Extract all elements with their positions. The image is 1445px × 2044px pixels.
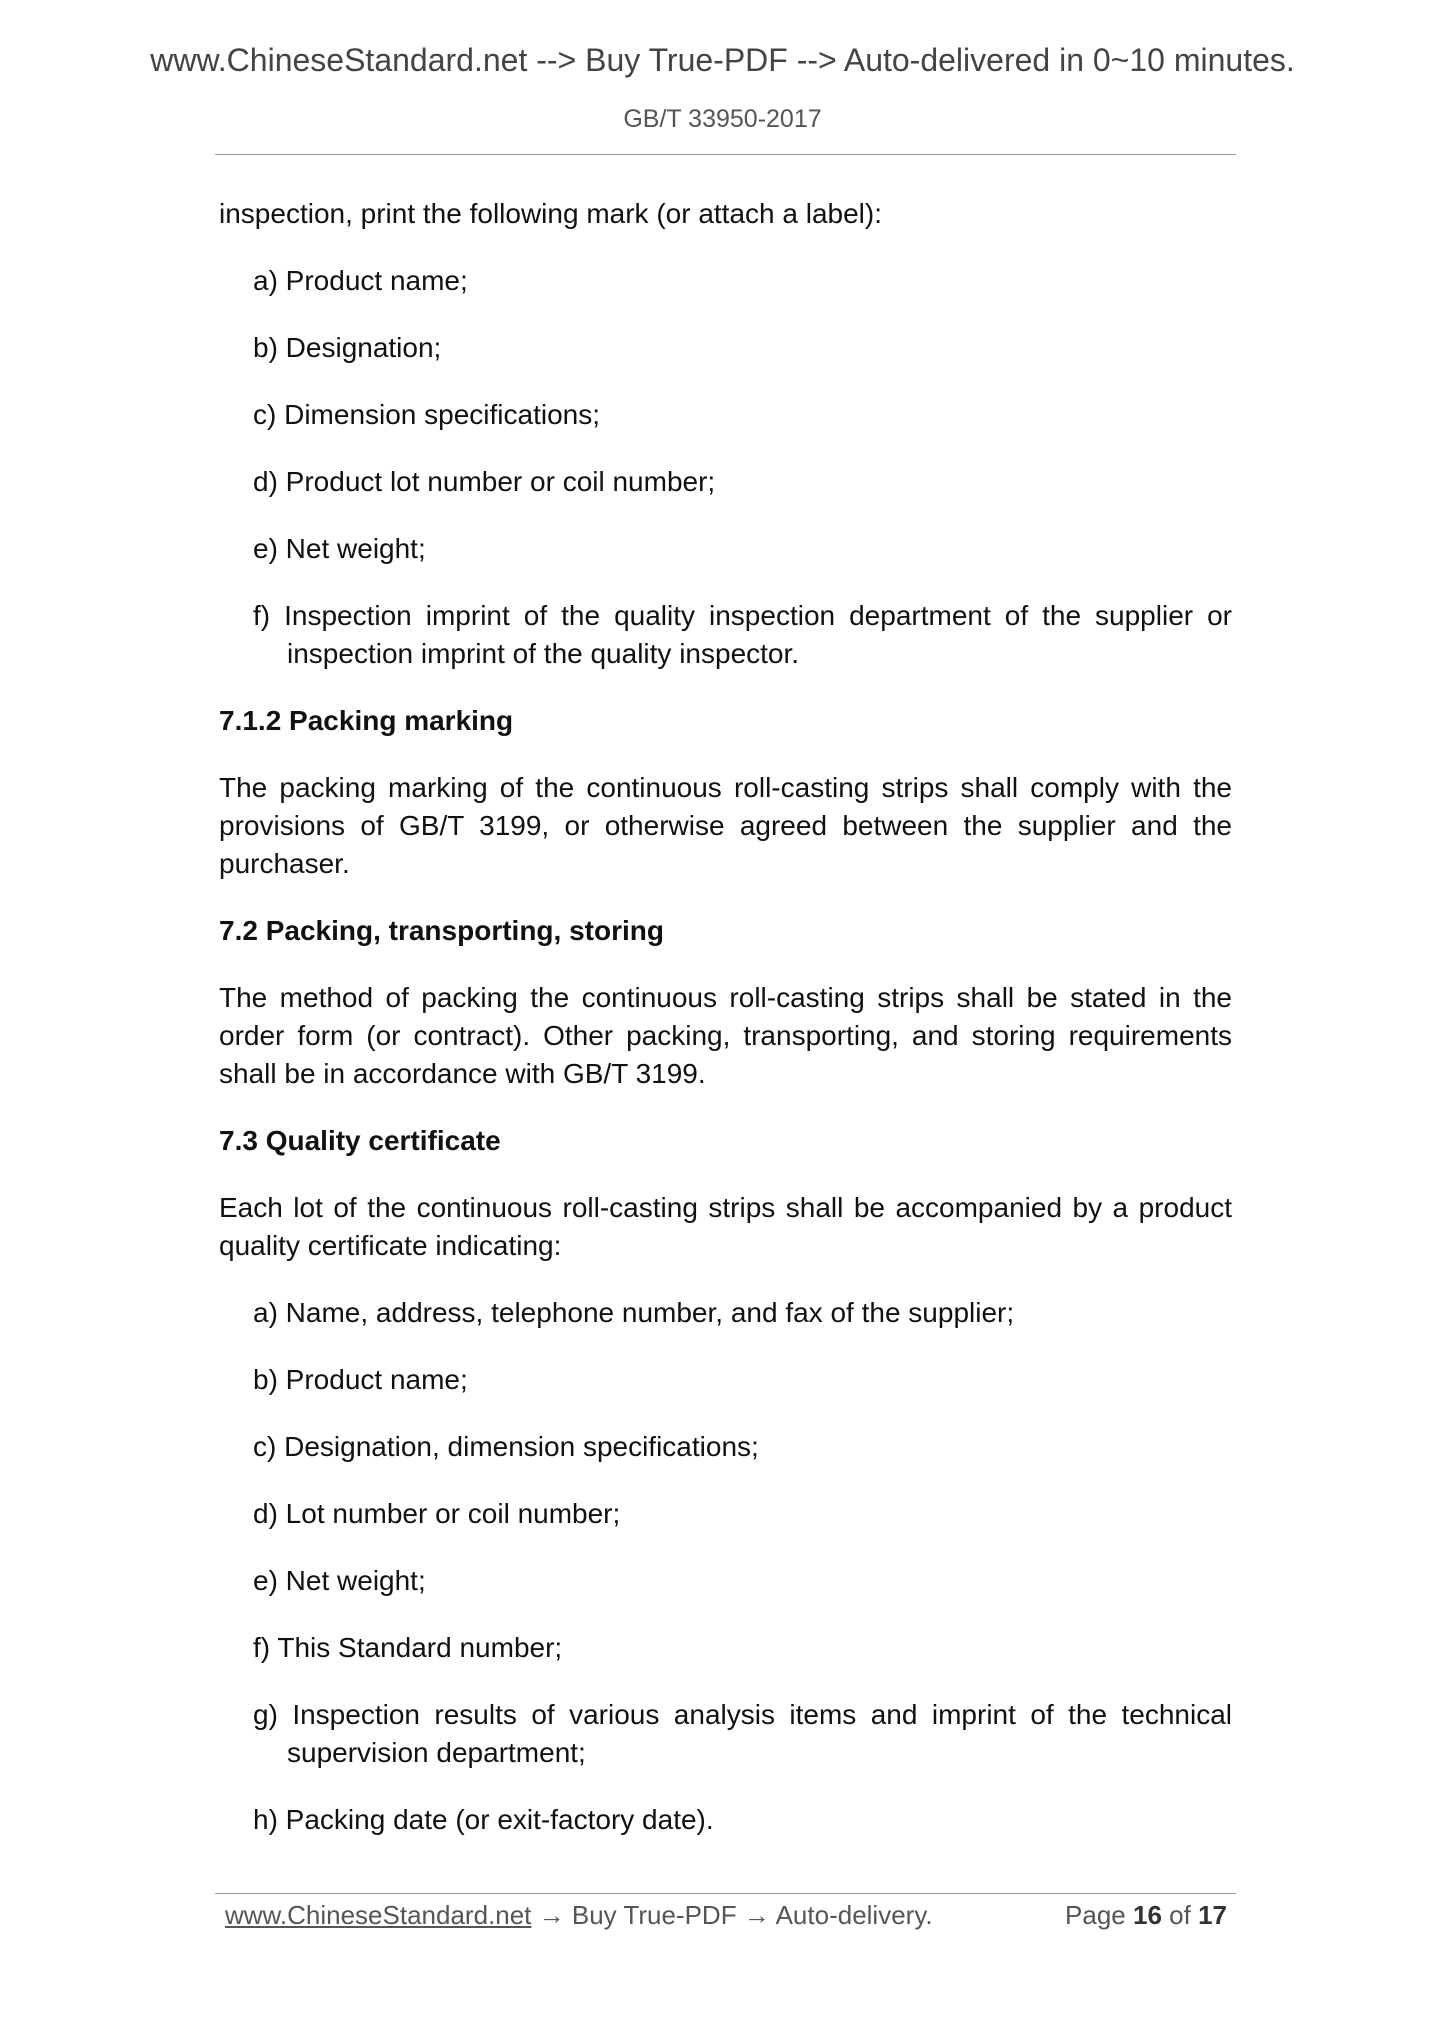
list-item: c) Dimension specifications; <box>253 399 601 430</box>
list-item: e) Net weight; <box>253 533 426 564</box>
page-label: Page <box>1065 1900 1126 1930</box>
section-text-quality-certificate: Each lot of the continuous roll-casting strips shall be accompanied by a product quality certificate indicating: <box>219 1192 1232 1261</box>
list-item: d) Product lot number or coil number; <box>253 466 716 497</box>
of-label: of <box>1169 1900 1191 1930</box>
mark-list <box>219 262 1232 673</box>
list-item: f) This Standard number; <box>253 1632 563 1663</box>
list-item: f) Inspection imprint of the quality inspection department of the supplier or inspection imprint of the quality inspector. <box>253 600 1232 669</box>
list-item: a) Product name; <box>253 265 468 296</box>
section-heading-quality-certificate: 7.3 Quality certificate <box>219 1125 501 1156</box>
intro-paragraph: inspection, print the following mark (or attach a label): <box>219 198 882 229</box>
page-body <box>219 195 1232 1868</box>
list-item: b) Designation; <box>253 332 442 363</box>
section-heading-packing-transport: 7.2 Packing, transporting, storing <box>219 915 664 946</box>
footer-site-link[interactable]: www.ChineseStandard.net <box>225 1900 532 1930</box>
section-text-packing-marking: The packing marking of the continuous roll-casting strips shall comply with the provisions of GB/T 3199, or otherwise agreed between the supplier and the purchaser. <box>219 772 1232 879</box>
header-divider <box>215 154 1236 155</box>
section-heading-packing-marking: 7.1.2 Packing marking <box>219 705 514 736</box>
page-number: 16 <box>1133 1900 1162 1930</box>
standard-code: GB/T 33950-2017 <box>623 105 822 133</box>
list-item: a) Name, address, telephone number, and fax of the supplier; <box>253 1297 1015 1328</box>
footer-divider <box>215 1893 1236 1894</box>
footer-tagline: → Buy True-PDF → Auto-delivery. <box>538 1900 933 1930</box>
footer-left <box>225 1898 933 1932</box>
certificate-list <box>219 1294 1232 1839</box>
total-pages: 17 <box>1198 1900 1227 1930</box>
list-item: c) Designation, dimension specifications; <box>253 1431 759 1462</box>
list-item: g) Inspection results of various analysis items and imprint of the technical supervision department; <box>253 1699 1232 1768</box>
list-item: b) Product name; <box>253 1364 468 1395</box>
top-banner: www.ChineseStandard.net --> Buy True-PDF --> Auto-delivered in 0~10 minutes. <box>150 42 1295 78</box>
list-item: d) Lot number or coil number; <box>253 1498 621 1529</box>
page-counter <box>1065 1898 1227 1932</box>
list-item: e) Net weight; <box>253 1565 426 1596</box>
list-item: h) Packing date (or exit-factory date). <box>253 1804 714 1835</box>
section-text-packing-transport: The method of packing the continuous roll-casting strips shall be stated in the order form (or contract). Other packing, transporting, and storing requirements shall be in accordance with GB/T 3199. <box>219 982 1232 1089</box>
